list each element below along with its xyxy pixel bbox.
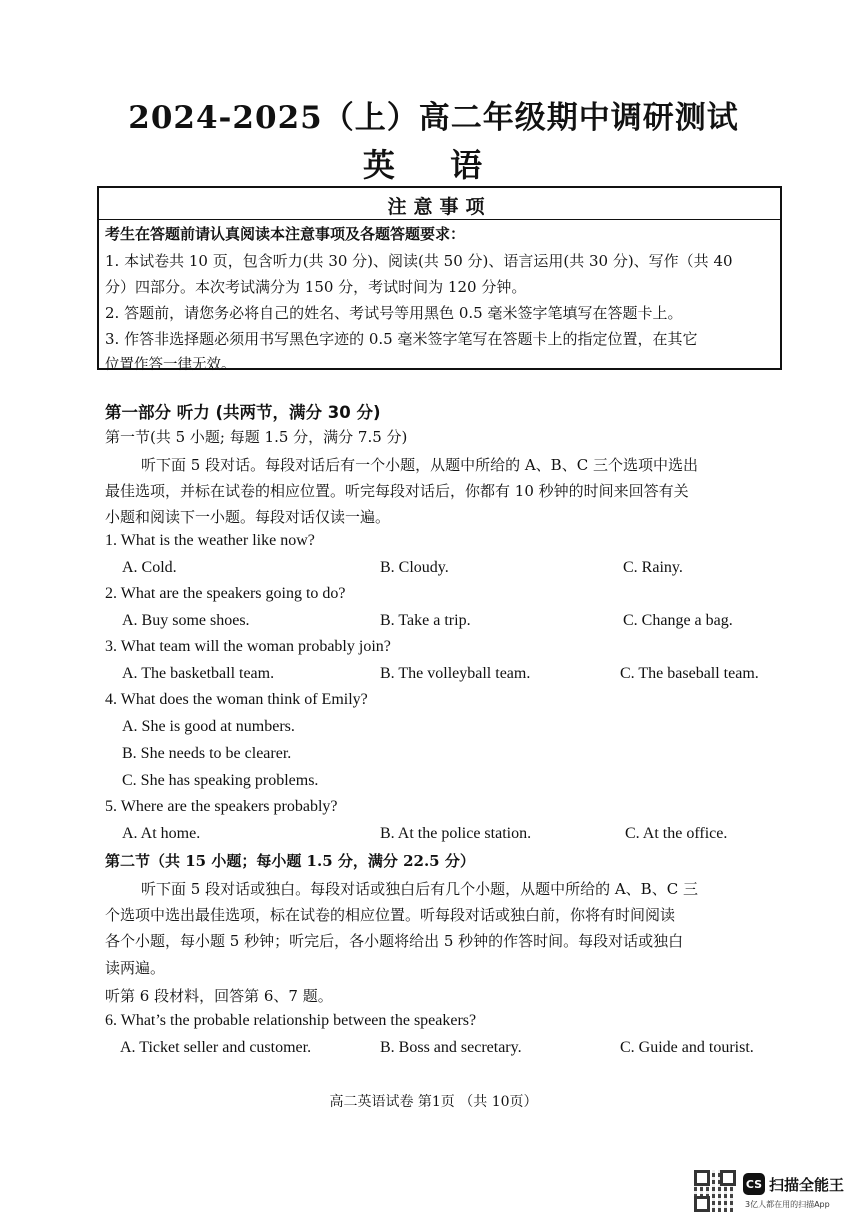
scanner-logo-icon: CS (743, 1173, 765, 1195)
option-b: B. She needs to be clearer. (122, 745, 292, 762)
option-a: A. Ticket seller and customer. (120, 1039, 312, 1056)
part1-heading: 第一部分 听力 (共两节，满分 30 分) (105, 403, 381, 422)
option-b: B. Take a trip. (380, 612, 471, 629)
exam-title: 2024-2025（上）高二年级期中调研测试 (128, 100, 739, 136)
section1-instruction: 最佳选项，并标在试卷的相应位置。听完每段对话后，你都有 10 秒钟的时间来回答有关 (105, 482, 689, 500)
option-b: B. Boss and secretary. (380, 1039, 522, 1056)
qr-code (694, 1170, 736, 1212)
scanner-tagline: 3亿人都在用的扫描App (745, 1200, 830, 1209)
question-stem: 2. What are the speakers going to do? (105, 585, 346, 602)
section2-heading: 第二节（共 15 小题；每小题 1.5 分，满分 22.5 分） (105, 852, 475, 870)
section1-heading: 第一节(共 5 小题; 每题 1.5 分，满分 7.5 分) (105, 428, 408, 446)
option-b: B. Cloudy. (380, 559, 449, 576)
section1-instruction: 小题和阅读下一小题。每段对话仅读一遍。 (105, 508, 391, 526)
option-c: C. Change a bag. (623, 612, 733, 629)
question-stem: 4. What does the woman think of Emily? (105, 691, 368, 708)
section2-instruction: 听下面 5 段对话或独白。每段对话或独白后有几个小题，从题中所给的 A、B、C 三 (141, 880, 698, 898)
notice-divider (99, 219, 780, 220)
page-footer: 高二英语试卷 第1页 （共 10页） (329, 1094, 538, 1110)
option-a: A. Buy some shoes. (122, 612, 250, 629)
section2-instruction: 各个小题，每小题 5 秒钟；听完后，各小题将给出 5 秒钟的作答时间。每段对话或独白 (105, 932, 684, 950)
subject-title: 英 语 (362, 146, 505, 184)
option-a: A. At home. (122, 825, 201, 842)
notice-intro: 考生在答题前请认真阅读本注意事项及各题答题要求： (105, 225, 466, 243)
notice-heading: 注意事项 (387, 196, 492, 218)
notice-item: 分）四部分。本次考试满分为 150 分，考试时间为 120 分钟。 (105, 278, 527, 296)
option-c: C. Guide and tourist. (620, 1039, 754, 1056)
option-b: B. At the police station. (380, 825, 532, 842)
scanner-watermark (694, 1170, 854, 1218)
question-stem: 3. What team will the woman probably join? (105, 638, 391, 655)
section2-instruction: 读两遍。 (105, 959, 166, 977)
scanner-app-name: 扫描全能王 (769, 1176, 845, 1194)
option-a: A. The basketball team. (122, 665, 275, 682)
notice-box (97, 186, 782, 373)
question-stem: 1. What is the weather like now? (105, 532, 315, 549)
section2-instruction: 个选项中选出最佳选项，标在试卷的相应位置。听每段对话或独白前，你将有时间阅读 (105, 906, 676, 924)
option-a: A. Cold. (122, 559, 177, 576)
material-note: 听第 6 段材料，回答第 6、7 题。 (105, 987, 333, 1005)
notice-item: 位置作答一律无效。 (105, 357, 236, 373)
option-c: C. At the office. (625, 825, 728, 842)
question-stem: 5. Where are the speakers probably? (105, 798, 338, 815)
option-c: C. Rainy. (623, 559, 683, 576)
option-a: A. She is good at numbers. (122, 718, 295, 735)
notice-item: 1. 本试卷共 10 页，包含听力(共 30 分)、阅读(共 50 分)、语言运用(共 30 分)、写作（共 40 (105, 252, 733, 270)
section1-instruction: 听下面 5 段对话。每段对话后有一个小题，从题中所给的 A、B、C 三个选项中选出 (141, 456, 698, 474)
notice-item: 3. 作答非选择题必须用书写黑色字迹的 0.5 毫米签字笔写在答题卡上的指定位置，在其它 (105, 330, 698, 348)
option-c: C. The baseball team. (620, 665, 759, 682)
option-c: C. She has speaking problems. (122, 772, 319, 789)
option-b: B. The volleyball team. (380, 665, 531, 682)
notice-item: 2. 答题前，请您务必将自己的姓名、考试号等用黑色 0.5 毫米签字笔填写在答题卡上。 (105, 304, 683, 322)
question-stem: 6. What’s the probable relationship between the speakers? (105, 1012, 477, 1029)
